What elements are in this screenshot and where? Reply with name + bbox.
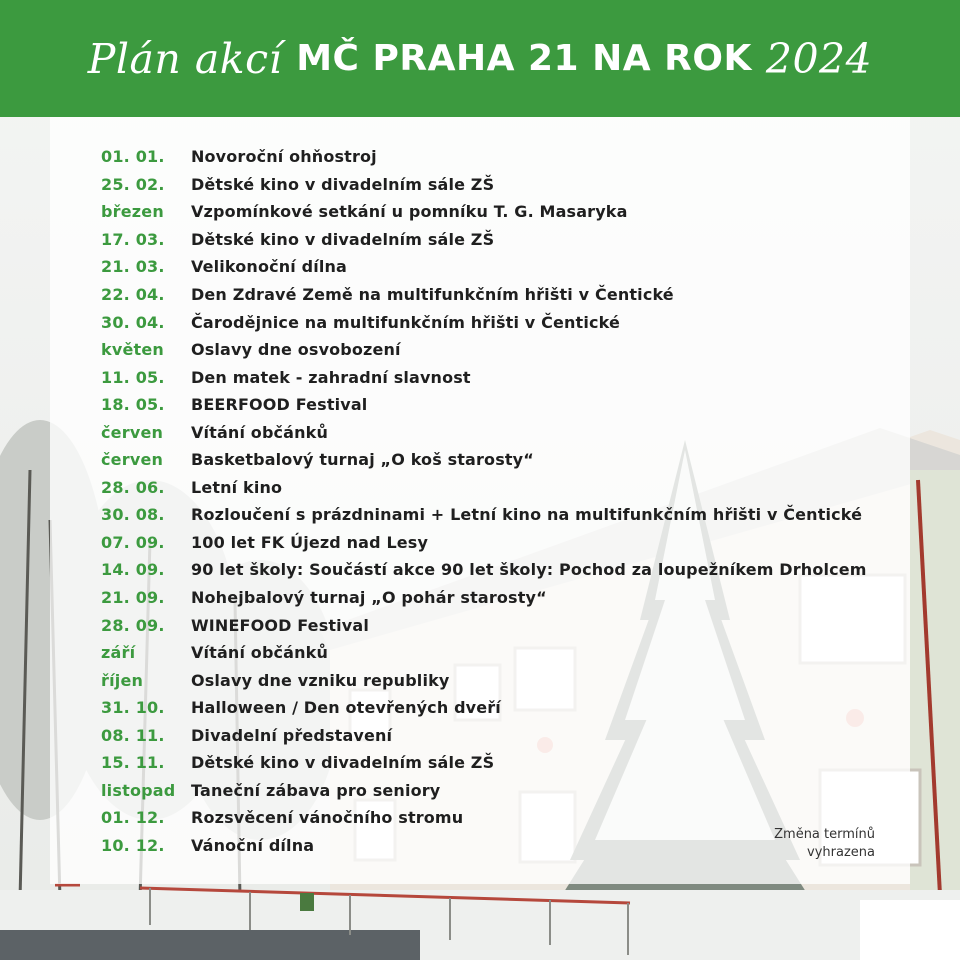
event-name: Taneční zábava pro seniory [191, 780, 441, 800]
event-date: březen [101, 202, 164, 222]
event-name: 100 let FK Újezd nad Lesy [191, 532, 429, 552]
event-name: WINEFOOD Festival [191, 615, 369, 635]
event-date: listopad [101, 780, 176, 800]
event-date: 30. 04. [101, 312, 165, 332]
event-row [101, 143, 867, 171]
event-date: 07. 09. [101, 532, 165, 552]
event-row [101, 501, 867, 529]
event-name: Oslavy dne vzniku republiky [191, 670, 450, 690]
event-date: 30. 08. [101, 505, 165, 525]
event-name: Nohejbalový turnaj „O pohár starosty“ [191, 588, 547, 608]
event-name: BEERFOOD Festival [191, 395, 368, 415]
event-name: Novoroční ohňostroj [191, 147, 377, 167]
event-row [101, 694, 867, 722]
event-row [101, 308, 867, 336]
event-date: 25. 02. [101, 174, 165, 194]
event-row [101, 611, 867, 639]
event-row [101, 721, 867, 749]
header-banner [0, 0, 960, 117]
event-row [101, 446, 867, 474]
event-name: Rozloučení s prázdninami + Letní kino na multifunkčním hřišti v Čentické [191, 505, 863, 525]
event-date: 01. 12. [101, 808, 165, 828]
event-row [101, 749, 867, 777]
event-date: 01. 01. [101, 147, 165, 167]
event-name: 90 let školy: Součástí akce 90 let školy: Pochod za loupežníkem Drholcem [191, 560, 867, 580]
event-row [101, 556, 867, 584]
event-date: červen [101, 450, 164, 470]
event-date: 22. 04. [101, 285, 165, 304]
event-row [101, 529, 867, 557]
event-date: září [101, 643, 136, 663]
event-row [101, 584, 867, 612]
event-name: Velikonoční dílna [191, 257, 348, 277]
event-name: Vítání občánků [191, 643, 329, 663]
title-year: 2024 [765, 34, 873, 83]
event-date: 28. 09. [101, 615, 165, 635]
event-row [101, 363, 867, 391]
event-row [101, 391, 867, 419]
event-row [101, 171, 867, 199]
event-name: Rozsvěcení vánočního stromu [191, 808, 464, 828]
event-name: Den Zdravé Země na multifunkčním hřišti v Čentické [191, 285, 674, 304]
note-line-1: Změna termínů [774, 827, 875, 842]
event-date: květen [101, 340, 165, 360]
event-row [101, 474, 867, 502]
event-date: 10. 12. [101, 835, 165, 855]
event-name: Vítání občánků [191, 422, 329, 442]
event-name: Divadelní představení [191, 725, 393, 745]
event-name: Čarodějnice na multifunkčním hřišti v Čentické [191, 312, 620, 332]
event-date: 18. 05. [101, 395, 165, 415]
title-script-left: Plán akcí [87, 34, 283, 83]
event-date: 15. 11. [101, 753, 165, 773]
event-date: 08. 11. [101, 725, 165, 745]
event-row [101, 336, 867, 364]
event-row [101, 666, 867, 694]
schedule-note [740, 826, 875, 862]
event-date: 11. 05. [101, 367, 165, 387]
event-date: 17. 03. [101, 229, 165, 249]
event-date: červen [101, 422, 164, 442]
event-row [101, 226, 867, 254]
event-name: Oslavy dne osvobození [191, 340, 401, 360]
event-name: Letní kino [191, 477, 283, 497]
event-row [101, 253, 867, 281]
events-list [101, 143, 867, 859]
event-date: 21. 09. [101, 588, 165, 608]
event-row [101, 198, 867, 226]
event-date: 31. 10. [101, 698, 165, 718]
event-date: 14. 09. [101, 560, 165, 580]
note-line-2: vyhrazena [807, 845, 875, 860]
title-bold: MČ PRAHA 21 NA ROK [296, 38, 752, 79]
event-row [101, 418, 867, 446]
event-name: Dětské kino v divadelním sále ZŠ [191, 229, 495, 249]
event-name: Halloween / Den otevřených dveří [191, 698, 501, 718]
event-row [101, 639, 867, 667]
event-name: Vánoční dílna [191, 835, 315, 855]
event-name: Dětské kino v divadelním sále ZŠ [191, 174, 495, 194]
event-row [101, 777, 867, 805]
event-date: říjen [101, 670, 144, 690]
event-name: Dětské kino v divadelním sále ZŠ [191, 753, 495, 773]
event-name: Vzpomínkové setkání u pomníku T. G. Masaryka [191, 202, 628, 222]
event-row [101, 281, 867, 309]
event-name: Basketbalový turnaj „O koš starosty“ [191, 450, 534, 470]
event-date: 21. 03. [101, 257, 165, 277]
event-date: 28. 06. [101, 477, 165, 497]
event-name: Den matek - zahradní slavnost [191, 367, 471, 387]
